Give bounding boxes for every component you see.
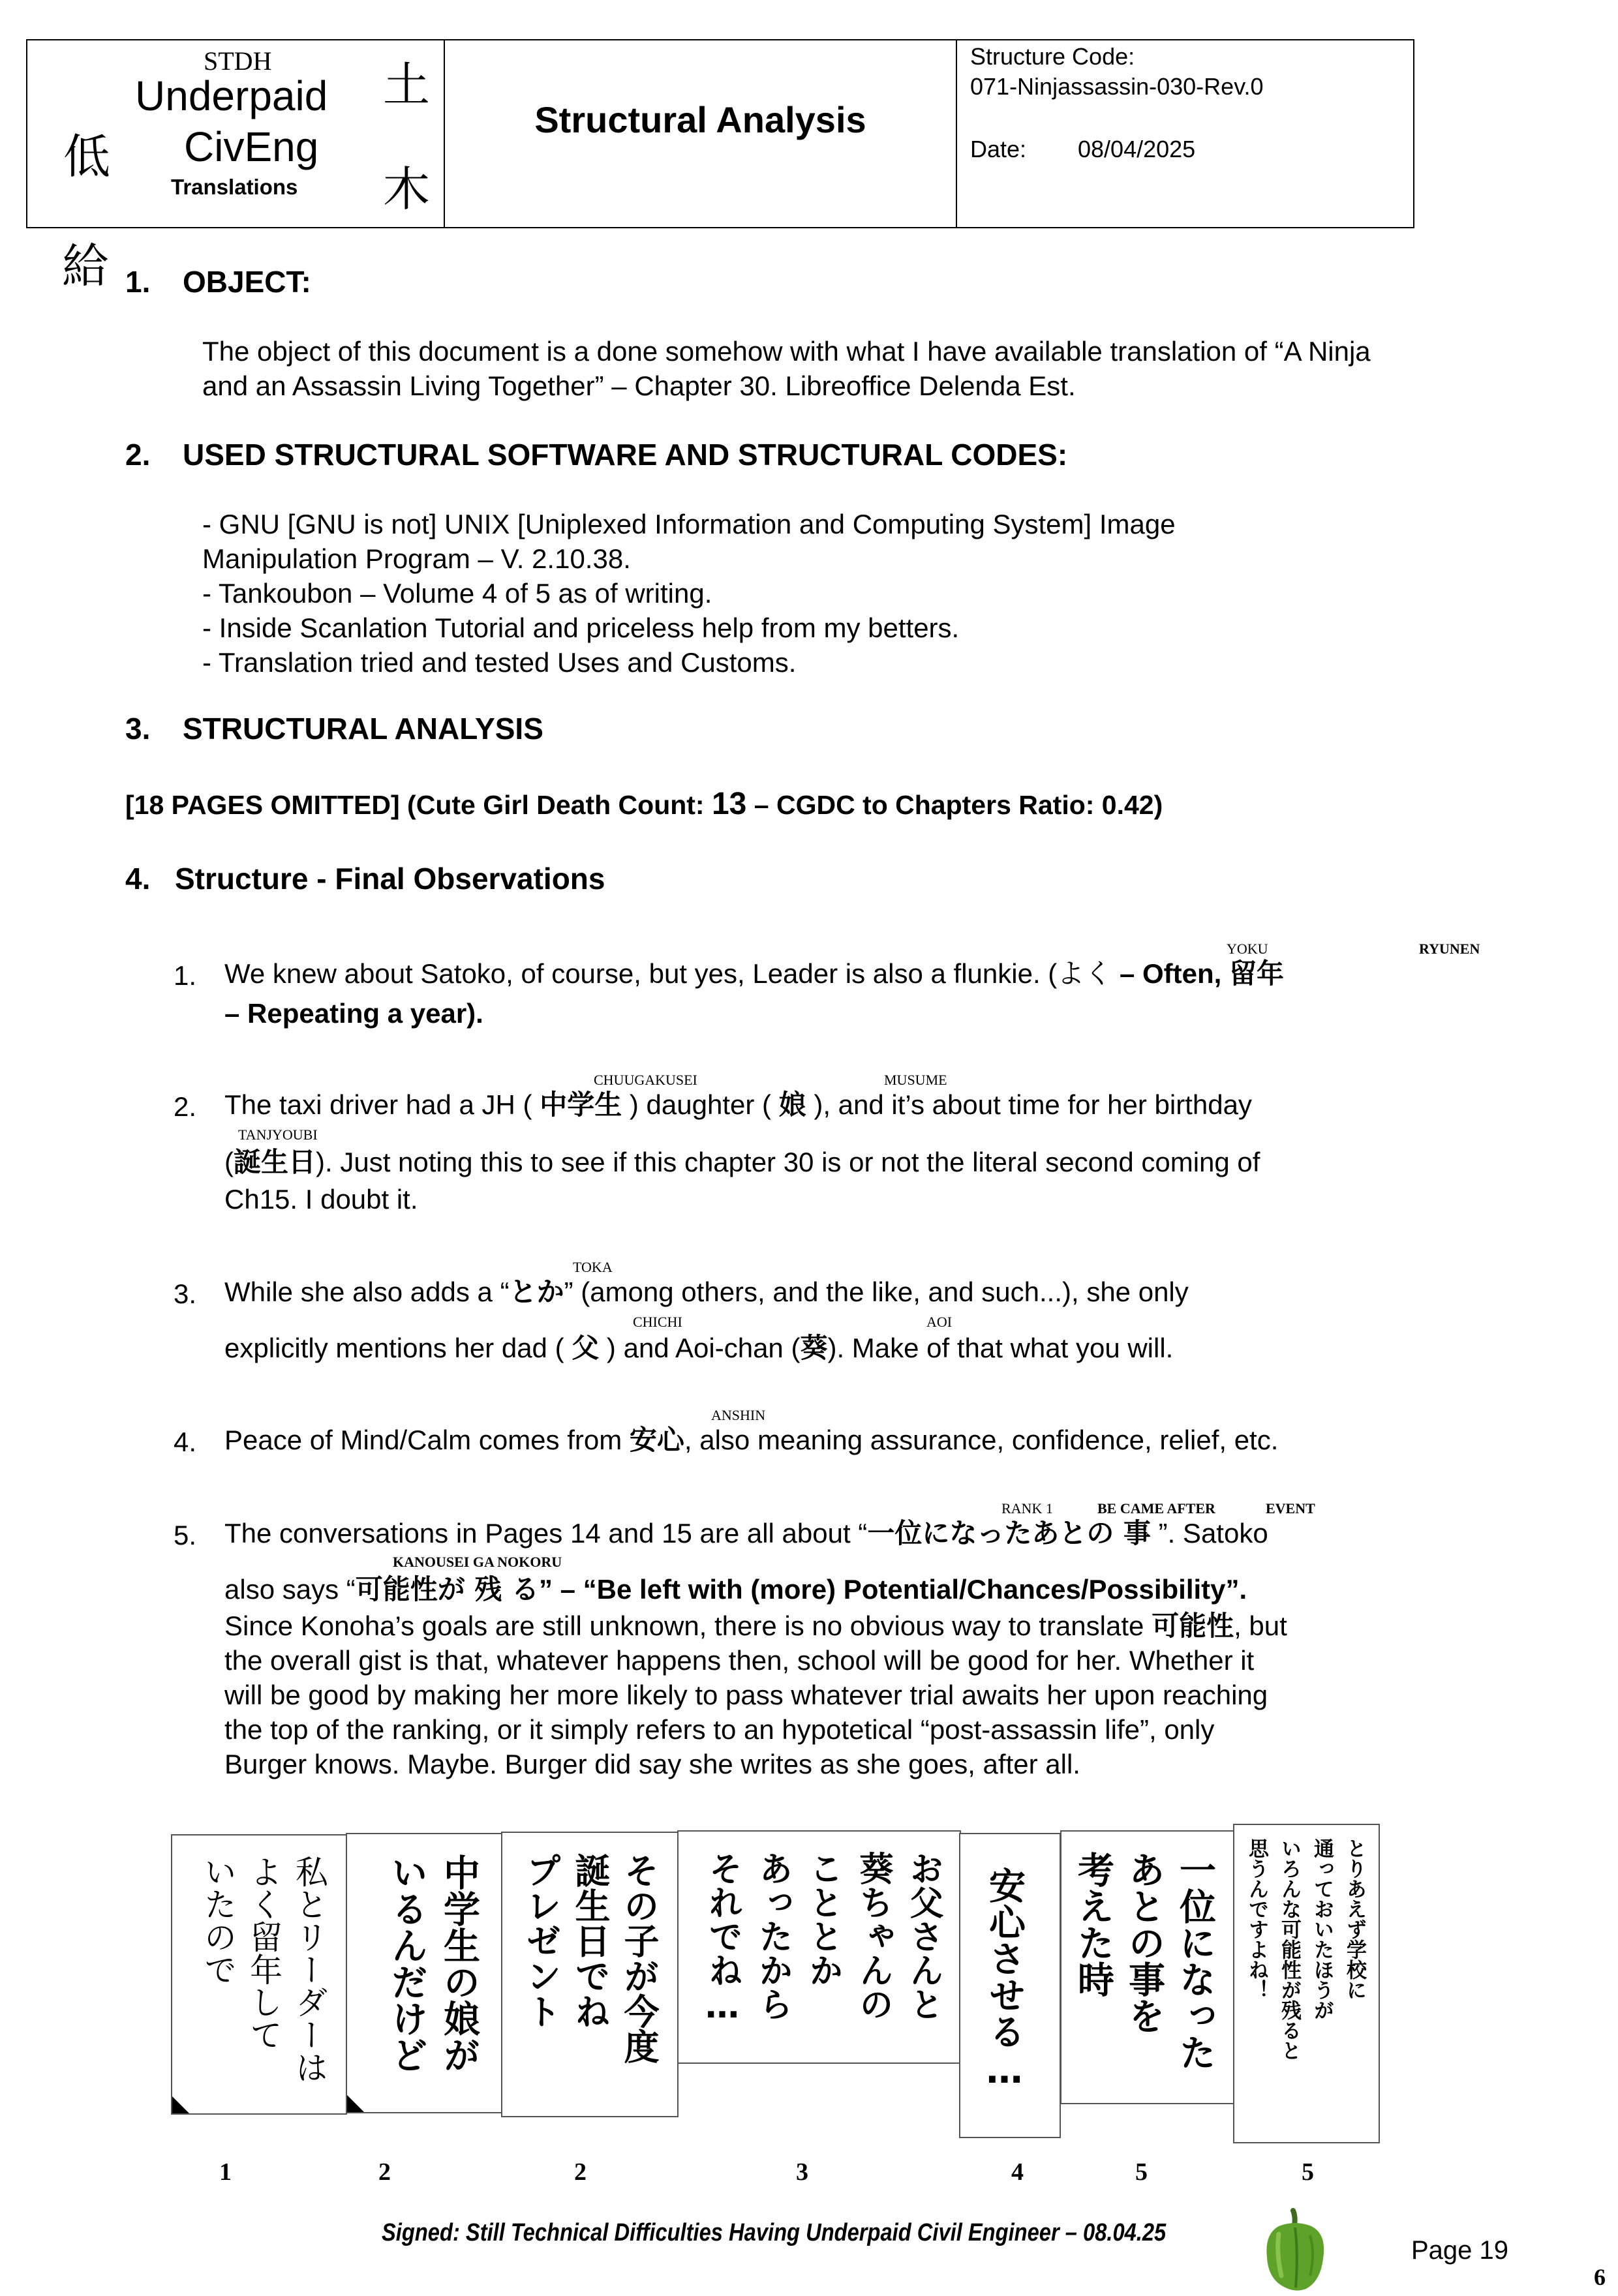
panel-number: 5 bbox=[1135, 2158, 1148, 2186]
logo-line-civeng: CivEng bbox=[184, 123, 319, 170]
observation-text-line: Since Konoha’s goals are still unknown, there is no obvious way to translate 可能性, but bbox=[224, 1610, 1287, 1642]
section-1-title: OBJECT: bbox=[183, 265, 311, 299]
header-table bbox=[26, 39, 1414, 228]
panel-text-column: いるんだけど bbox=[386, 1854, 428, 2073]
observation-number: 2. bbox=[174, 1091, 197, 1122]
meta-cell bbox=[957, 40, 1413, 227]
panel-number: 2 bbox=[378, 2158, 391, 2186]
logo-line-translations: Translations bbox=[171, 175, 298, 199]
title-cell bbox=[445, 40, 957, 227]
furigana: YOKU bbox=[1227, 941, 1268, 957]
panel-number: 4 bbox=[1011, 2158, 1024, 2186]
manga-text-panel-5a bbox=[1060, 1830, 1235, 2104]
panel-number: 3 bbox=[796, 2158, 808, 2186]
observation-text-line: explicitly mentions her dad ( 父 ) and Aoi-chan (葵). Make of that what you will. bbox=[224, 1332, 1174, 1364]
logo-kanji-pay: 給 bbox=[62, 239, 110, 294]
panel-text-column: お父さんと bbox=[904, 1851, 943, 2021]
section-3-title: STRUCTURAL ANALYSIS bbox=[183, 712, 543, 746]
observation-number: 5. bbox=[174, 1520, 197, 1550]
section-1-text-line-1: The object of this document is a done somehow with what I have available translation of “A Ninja bbox=[202, 336, 1371, 367]
furigana: ANSHIN bbox=[711, 1407, 766, 1423]
section-4-number: 4. bbox=[125, 862, 151, 896]
furigana: EVENT bbox=[1266, 1500, 1315, 1517]
observation-number: 3. bbox=[174, 1278, 197, 1309]
furigana: RANK 1 bbox=[1001, 1500, 1053, 1517]
signature-line: Signed: Still Technical Difficulties Having Underpaid Civil Engineer – 08.04.25 bbox=[382, 2219, 1167, 2246]
panel-text-column: こととか bbox=[803, 1851, 842, 1987]
panel-text-column: あとの事を bbox=[1123, 1851, 1165, 2034]
furigana: BE CAME AFTER bbox=[1097, 1500, 1215, 1517]
section-4-title: Structure - Final Observations bbox=[175, 862, 605, 896]
furigana: CHUUGAKUSEI bbox=[594, 1072, 697, 1088]
panel-text-column: 誕生日でね bbox=[570, 1852, 611, 2029]
furigana: AOI bbox=[926, 1314, 953, 1330]
date-label: Date: bbox=[970, 136, 1027, 162]
section-1-number: 1. bbox=[125, 265, 151, 299]
panel-text-column: 思うんですよね！ bbox=[1245, 1838, 1268, 2000]
manga-text-panel-5b bbox=[1233, 1824, 1380, 2143]
logo-cell bbox=[27, 40, 445, 227]
observation-text-line: the overall gist is that, whatever happens then, school will be good for her. Whether it bbox=[224, 1645, 1255, 1676]
observation-text-line: Ch15. I doubt it. bbox=[224, 1184, 418, 1215]
furigana: MUSUME bbox=[884, 1072, 947, 1088]
panel-text-column: それでね… bbox=[703, 1851, 742, 2026]
green-bell-pepper-icon bbox=[1259, 2208, 1331, 2293]
logo-kanji-earth: 土 bbox=[383, 57, 431, 112]
corner-number: 6 bbox=[1594, 2264, 1606, 2290]
manga-text-panel-2b bbox=[501, 1832, 679, 2117]
observation-text-line: will be good by making her more likely to pass whatever trial awaits her upon reaching bbox=[224, 1680, 1268, 1710]
manga-text-panel-2a bbox=[346, 1833, 502, 2113]
furigana: TOKA bbox=[573, 1259, 613, 1275]
section-2-number: 2. bbox=[125, 438, 151, 472]
panel-number: 2 bbox=[574, 2158, 587, 2186]
observation-text-line: (誕生日). Just noting this to see if this chapter 30 is or not the literal second coming of bbox=[224, 1146, 1260, 1178]
panel-number: 1 bbox=[219, 2158, 232, 2186]
software-line: - Inside Scanlation Tutorial and priceless help from my betters. bbox=[202, 612, 960, 643]
panel-text-column: いたので bbox=[199, 1855, 237, 1986]
furigana: KANOUSEI GA NOKORU bbox=[393, 1554, 562, 1570]
observation-text-line: We knew about Satoko, of course, but yes, Leader is also a flunkie. (よく – Often, 留年 bbox=[224, 958, 1284, 989]
section-2-title: USED STRUCTURAL SOFTWARE AND STRUCTURAL CODES: bbox=[183, 438, 1068, 472]
panel-corner-marker bbox=[172, 2096, 189, 2113]
observation-text-line: – Repeating a year). bbox=[224, 998, 483, 1029]
logo-kanji-low: 低 bbox=[63, 129, 111, 184]
death-count: 13 bbox=[711, 787, 747, 821]
software-line: - Translation tried and tested Uses and Customs. bbox=[202, 647, 797, 678]
structure-code: 071-Ninjassassin-030-Rev.0 bbox=[970, 73, 1264, 100]
manga-text-panel-4 bbox=[959, 1833, 1061, 2138]
page-number: Page 19 bbox=[1411, 2236, 1509, 2265]
logo-stdh: STDH bbox=[204, 46, 272, 76]
furigana: RYUNEN bbox=[1419, 941, 1480, 957]
observation-text-line: While she also adds a “とか” (among others, and the like, and such...), she only bbox=[224, 1276, 1189, 1308]
panel-text-column: 葵ちゃんの bbox=[853, 1851, 893, 2021]
panel-text-column: 中学生の娘が bbox=[438, 1854, 480, 2073]
panel-text-column: とりあえず学校に bbox=[1343, 1838, 1366, 2000]
panel-text-column: プレゼント bbox=[521, 1852, 562, 2029]
panel-text-column: 一位になった bbox=[1174, 1851, 1216, 2070]
panel-text-column: よく留年して bbox=[245, 1855, 282, 2051]
manga-text-panel-3 bbox=[677, 1830, 961, 2064]
software-line: Manipulation Program – V. 2.10.38. bbox=[202, 543, 631, 574]
observation-text-line: the top of the ranking, or it simply refers to an hypotetical “post-assassin life”, only bbox=[224, 1714, 1215, 1745]
software-line: - GNU [GNU is not] UNIX [Uniplexed Information and Computing System] Image bbox=[202, 509, 1176, 539]
observation-text-line: The taxi driver had a JH ( 中学生 ) daughter ( 娘 ), and it’s about time for her birthday bbox=[224, 1089, 1252, 1121]
observation-number: 1. bbox=[174, 960, 197, 991]
panel-text-column: 考えた時 bbox=[1072, 1851, 1114, 1997]
section-3-number: 3. bbox=[125, 712, 151, 746]
panel-text-column: その子が今度 bbox=[618, 1852, 660, 2064]
panel-text-column: 安心させる… bbox=[983, 1867, 1026, 2092]
panel-text-column: あったから bbox=[753, 1851, 792, 2021]
panel-number: 5 bbox=[1302, 2158, 1314, 2186]
pages-omitted-note: [18 PAGES OMITTED] (Cute Girl Death Count: 13 – CGDC to Chapters Ratio: 0.42) bbox=[125, 787, 1163, 821]
document-title: Structural Analysis bbox=[534, 99, 866, 140]
observation-text-line: Peace of Mind/Calm comes from 安心, also meaning assurance, confidence, relief, etc. bbox=[224, 1424, 1279, 1456]
logo-kanji-wood: 木 bbox=[383, 162, 431, 217]
software-line: - Tankoubon – Volume 4 of 5 as of writing. bbox=[202, 578, 712, 609]
furigana: TANJYOUBI bbox=[238, 1126, 318, 1143]
observation-text-line: also says “可能性が 残 る” – “Be left with (more) Potential/Chances/Possibility”. bbox=[224, 1573, 1247, 1605]
panel-text-column: いろんな可能性が残ると bbox=[1277, 1838, 1301, 2061]
structure-code-label: Structure Code: bbox=[970, 43, 1135, 70]
panel-corner-marker bbox=[347, 2095, 364, 2112]
observation-text-line: The conversations in Pages 14 and 15 are all about “一位になったあとの 事 ”. Satoko bbox=[224, 1517, 1268, 1549]
observation-number: 4. bbox=[174, 1427, 197, 1457]
observation-text-line: Burger knows. Maybe. Burger did say she writes as she goes, after all. bbox=[224, 1749, 1080, 1779]
section-1-text-line-2: and an Assassin Living Together” – Chapter 30. Libreoffice Delenda Est. bbox=[202, 370, 1076, 401]
furigana: CHICHI bbox=[633, 1314, 682, 1330]
panel-text-column: 私とリーダーは bbox=[290, 1855, 328, 2083]
manga-text-panel-1 bbox=[171, 1834, 347, 2115]
logo-line-underpaid: Underpaid bbox=[135, 72, 328, 119]
date-value: 08/04/2025 bbox=[1078, 136, 1196, 162]
panel-text-column: 通っておいたほうが bbox=[1310, 1838, 1334, 2020]
